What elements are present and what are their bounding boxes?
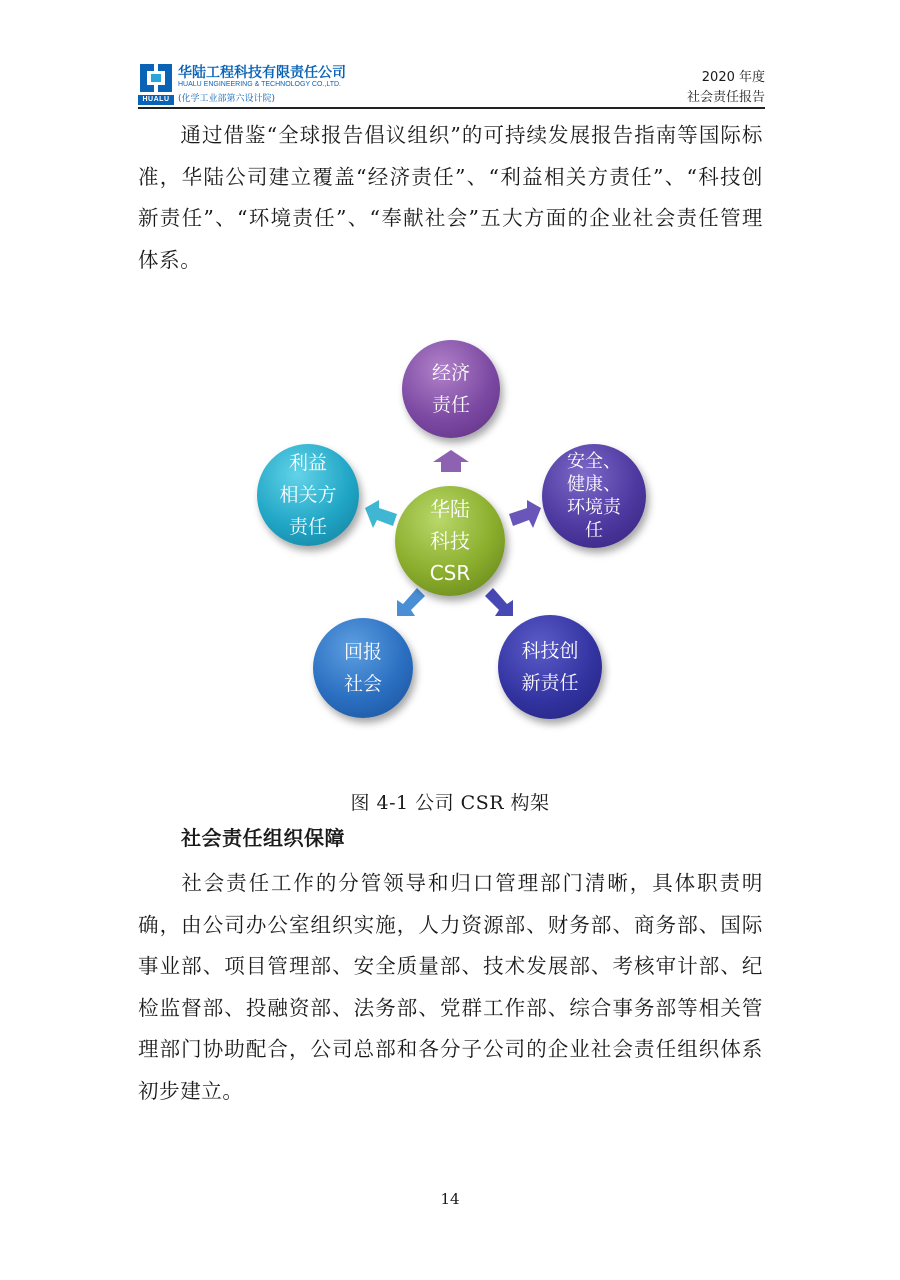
- figure-caption: 图 4-1 公司 CSR 构架: [350, 792, 550, 814]
- body-paragraph: [138, 863, 763, 1112]
- arrow-down-right-icon: [483, 586, 517, 616]
- arrow-left-icon: [365, 500, 399, 530]
- header-divider: [138, 107, 765, 109]
- arrow-down-left-icon: [393, 586, 427, 616]
- report-year: 2020 年度: [701, 70, 765, 85]
- body-paragraph-text: 社会责任工作的分管领导和归口管理部门清晰，具体职责明确，由公司办公室组织实施，人力资源部、财务部、商务部、国际事业部、项目管理部、安全质量部、技术发展部、考核审计部、纪检监督部、投融资部、法务部、党群工作部、综合事务部等相关管理部门协助配合，公司总部和各分子公司的企业社会责任组织体系初步建立。: [138, 871, 763, 1103]
- report-title: 社会责任报告: [686, 90, 765, 105]
- section-title: 社会责任组织保障: [181, 826, 345, 850]
- node-give-back-society: 回报 社会: [313, 618, 413, 718]
- company-logo-icon: [138, 62, 174, 94]
- company-name-en: HUALU ENGINEERING & TECHNOLOGY CO.,LTD.: [178, 81, 341, 88]
- page-number: 14: [440, 1190, 460, 1208]
- company-name-cn: 华陆工程科技有限责任公司: [178, 65, 346, 81]
- csr-framework-diagram: [245, 328, 665, 728]
- arrow-right-icon: [507, 500, 541, 530]
- intro-paragraph: [138, 115, 763, 281]
- logo-wordmark: HUALU: [138, 95, 174, 105]
- node-innovation-responsibility: 科技创 新责任: [498, 615, 602, 719]
- page-header: [138, 60, 765, 106]
- company-subtitle: (化学工业部第六设计院): [178, 94, 276, 104]
- node-hse-responsibility: 安全、 健康、 环境责 任: [542, 444, 646, 548]
- node-stakeholder-responsibility: 利益 相关方 责任: [257, 444, 359, 546]
- intro-paragraph-text: 通过借鉴“全球报告倡议组织”的可持续发展报告指南等国际标准，华陆公司建立覆盖“经济责任”、“利益相关方责任”、“科技创新责任”、“环境责任”、“奉献社会”五大方面的企业社会责任管理体系。: [138, 123, 763, 272]
- node-economic-responsibility: 经济 责任: [402, 340, 500, 438]
- node-hualu-csr-center: 华陆 科技 CSR: [395, 486, 505, 596]
- arrow-up-icon: [433, 450, 469, 474]
